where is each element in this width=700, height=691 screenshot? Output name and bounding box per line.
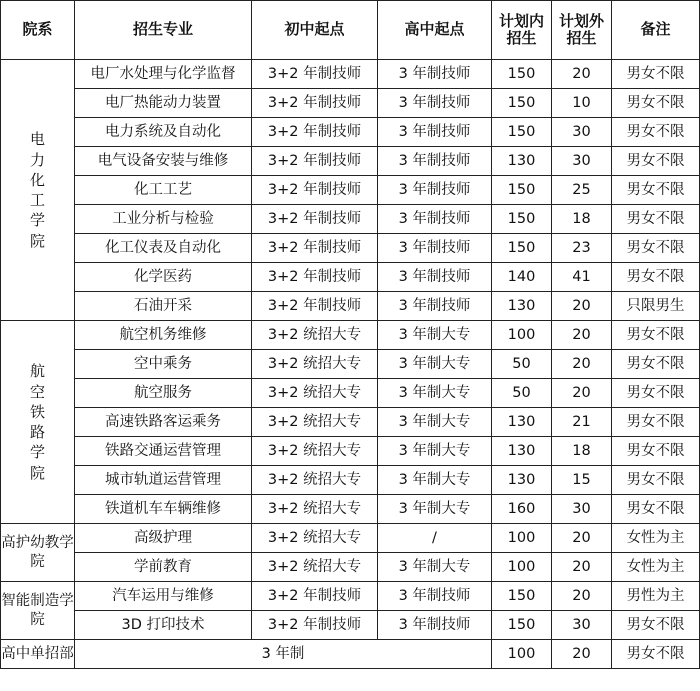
- table-row: [1, 118, 700, 147]
- plan-out-cell: 30: [552, 118, 612, 147]
- major-cell: 化学医药: [75, 263, 252, 292]
- table-row: [1, 321, 700, 350]
- header-senior: 高中起点: [378, 1, 492, 60]
- junior-start-cell: 3+2 统招大专: [252, 466, 378, 495]
- senior-start-cell: 3 年制大专: [378, 379, 492, 408]
- note-cell: 男女不限: [612, 321, 700, 350]
- junior-start-cell: 3+2 年制技师: [252, 582, 378, 611]
- senior-start-cell: 3 年制技师: [378, 611, 492, 640]
- major-cell: 高级护理: [75, 524, 252, 553]
- plan-in-cell: 130: [492, 147, 552, 176]
- major-cell: 电力系统及自动化: [75, 118, 252, 147]
- junior-start-cell: 3+2 统招大专: [252, 553, 378, 582]
- senior-start-cell: 3 年制技师: [378, 582, 492, 611]
- table-row: [1, 60, 700, 89]
- header-note: 备注: [612, 1, 700, 60]
- plan-in-cell: 150: [492, 582, 552, 611]
- plan-in-cell: 50: [492, 379, 552, 408]
- plan-in-cell: 100: [492, 321, 552, 350]
- note-cell: 男性为主: [612, 582, 700, 611]
- senior-start-cell: 3 年制大专: [378, 495, 492, 524]
- plan-out-cell: 20: [552, 524, 612, 553]
- major-cell: 城市轨道运营管理: [75, 466, 252, 495]
- plan-in-cell: 160: [492, 495, 552, 524]
- plan-out-cell: 30: [552, 611, 612, 640]
- junior-start-cell: 3+2 统招大专: [252, 408, 378, 437]
- senior-start-cell: 3 年制大专: [378, 437, 492, 466]
- table-row: [1, 408, 700, 437]
- junior-start-cell: 3+2 年制技师: [252, 89, 378, 118]
- note-cell: 女性为主: [612, 553, 700, 582]
- plan-in-cell: 130: [492, 466, 552, 495]
- major-cell: 电厂水处理与化学监督: [75, 60, 252, 89]
- plan-out-cell: 20: [552, 321, 612, 350]
- senior-start-cell: 3 年制大专: [378, 553, 492, 582]
- table-row: [1, 437, 700, 466]
- junior-start-cell: 3+2 统招大专: [252, 321, 378, 350]
- major-cell: 航空服务: [75, 379, 252, 408]
- plan-out-cell: 30: [552, 495, 612, 524]
- department-name: [1, 60, 75, 321]
- plan-out-cell: 20: [552, 640, 612, 669]
- department-name-text: 航空铁路学院: [29, 362, 45, 482]
- plan-in-cell: 140: [492, 263, 552, 292]
- plan-in-cell: 150: [492, 611, 552, 640]
- major-cell: 铁路交通运营管理: [75, 437, 252, 466]
- note-cell: 男女不限: [612, 234, 700, 263]
- plan-out-cell: 10: [552, 89, 612, 118]
- senior-start-cell: 3 年制技师: [378, 89, 492, 118]
- major-cell: 工业分析与检验: [75, 205, 252, 234]
- plan-in-cell: 150: [492, 118, 552, 147]
- major-cell: 航空机务维修: [75, 321, 252, 350]
- note-cell: 男女不限: [612, 495, 700, 524]
- note-cell: 男女不限: [612, 118, 700, 147]
- junior-start-cell: 3+2 年制技师: [252, 147, 378, 176]
- junior-start-cell: 3+2 年制技师: [252, 118, 378, 147]
- table-row: [1, 553, 700, 582]
- plan-out-cell: 21: [552, 408, 612, 437]
- senior-start-cell: 3 年制技师: [378, 234, 492, 263]
- plan-out-cell: 20: [552, 379, 612, 408]
- junior-start-cell: 3+2 年制技师: [252, 205, 378, 234]
- plan-out-cell: 20: [552, 582, 612, 611]
- junior-start-cell: 3+2 统招大专: [252, 379, 378, 408]
- major-cell: 学前教育: [75, 553, 252, 582]
- table-row: [1, 234, 700, 263]
- plan-out-cell: 18: [552, 437, 612, 466]
- major-cell: 空中乘务: [75, 350, 252, 379]
- plan-out-cell: 41: [552, 263, 612, 292]
- senior-start-cell: 3 年制技师: [378, 118, 492, 147]
- table-row: [1, 611, 700, 640]
- note-cell: 男女不限: [612, 60, 700, 89]
- major-cell: 铁道机车车辆维修: [75, 495, 252, 524]
- department-name: [1, 582, 75, 640]
- major-cell: 化工仪表及自动化: [75, 234, 252, 263]
- note-cell: 男女不限: [612, 466, 700, 495]
- plan-out-cell: 20: [552, 292, 612, 321]
- senior-start-cell: 3 年制技师: [378, 292, 492, 321]
- plan-in-cell: 130: [492, 408, 552, 437]
- plan-in-cell: 50: [492, 350, 552, 379]
- junior-start-cell: 3+2 统招大专: [252, 524, 378, 553]
- note-cell: 男女不限: [612, 147, 700, 176]
- senior-start-cell: 3 年制大专: [378, 466, 492, 495]
- table-row: [1, 292, 700, 321]
- junior-start-cell: 3+2 统招大专: [252, 437, 378, 466]
- plan-in-cell: 150: [492, 176, 552, 205]
- table-row: [1, 466, 700, 495]
- plan-in-cell: 100: [492, 640, 552, 669]
- senior-start-cell: /: [378, 524, 492, 553]
- header-plan-out: 计划外招生: [552, 1, 612, 60]
- table-row: [1, 176, 700, 205]
- table-body: [1, 60, 700, 669]
- plan-out-cell: 20: [552, 60, 612, 89]
- department-name-text: 智能制造学院: [1, 593, 74, 628]
- note-cell: 男女不限: [612, 611, 700, 640]
- senior-start-cell: 3 年制技师: [378, 60, 492, 89]
- plan-in-cell: 130: [492, 437, 552, 466]
- table-row: [1, 263, 700, 292]
- note-cell: 男女不限: [612, 263, 700, 292]
- table-row: [1, 147, 700, 176]
- program-cell: 3 年制: [75, 640, 492, 669]
- senior-start-cell: 3 年制大专: [378, 408, 492, 437]
- major-cell: 电厂热能动力装置: [75, 89, 252, 118]
- plan-in-cell: 150: [492, 234, 552, 263]
- table-row: [1, 205, 700, 234]
- plan-in-cell: 100: [492, 524, 552, 553]
- senior-start-cell: 3 年制大专: [378, 350, 492, 379]
- table-row: [1, 524, 700, 553]
- note-cell: 只限男生: [612, 292, 700, 321]
- major-cell: 汽车运用与维修: [75, 582, 252, 611]
- plan-out-cell: 18: [552, 205, 612, 234]
- major-cell: 高速铁路客运乘务: [75, 408, 252, 437]
- note-cell: 男女不限: [612, 350, 700, 379]
- plan-out-cell: 30: [552, 147, 612, 176]
- table-row: [1, 89, 700, 118]
- header-major: 招生专业: [75, 1, 252, 60]
- table-row: [1, 350, 700, 379]
- header-junior: 初中起点: [252, 1, 378, 60]
- note-cell: 男女不限: [612, 176, 700, 205]
- note-cell: 男女不限: [612, 379, 700, 408]
- note-cell: 男女不限: [612, 408, 700, 437]
- senior-start-cell: 3 年制技师: [378, 263, 492, 292]
- plan-out-cell: 20: [552, 350, 612, 379]
- major-cell: 3D 打印技术: [75, 611, 252, 640]
- department-name: [1, 321, 75, 524]
- note-cell: 男女不限: [612, 640, 700, 669]
- note-cell: 男女不限: [612, 437, 700, 466]
- major-cell: 化工工艺: [75, 176, 252, 205]
- header-dept: 院系: [1, 1, 75, 60]
- plan-in-cell: 100: [492, 553, 552, 582]
- department-name-text: 电力化工学院: [29, 130, 45, 250]
- junior-start-cell: 3+2 年制技师: [252, 176, 378, 205]
- senior-start-cell: 3 年制技师: [378, 176, 492, 205]
- major-cell: 石油开采: [75, 292, 252, 321]
- junior-start-cell: 3+2 年制技师: [252, 263, 378, 292]
- department-name: 高中单招部: [1, 640, 75, 669]
- junior-start-cell: 3+2 年制技师: [252, 292, 378, 321]
- senior-start-cell: 3 年制技师: [378, 147, 492, 176]
- junior-start-cell: 3+2 统招大专: [252, 350, 378, 379]
- junior-start-cell: 3+2 年制技师: [252, 60, 378, 89]
- table-row: [1, 582, 700, 611]
- plan-out-cell: 23: [552, 234, 612, 263]
- note-cell: 男女不限: [612, 205, 700, 234]
- note-cell: 女性为主: [612, 524, 700, 553]
- department-name-text: 高护幼教学院: [1, 535, 74, 570]
- table-row: [1, 379, 700, 408]
- plan-in-cell: 150: [492, 89, 552, 118]
- plan-in-cell: 150: [492, 60, 552, 89]
- table-row: [1, 495, 700, 524]
- table-row-senior-unit: [1, 640, 700, 669]
- plan-in-cell: 130: [492, 292, 552, 321]
- junior-start-cell: 3+2 年制技师: [252, 234, 378, 263]
- header-plan-in: 计划内招生: [492, 1, 552, 60]
- junior-start-cell: 3+2 年制技师: [252, 611, 378, 640]
- plan-out-cell: 15: [552, 466, 612, 495]
- plan-out-cell: 25: [552, 176, 612, 205]
- senior-start-cell: 3 年制大专: [378, 321, 492, 350]
- plan-in-cell: 150: [492, 205, 552, 234]
- department-name: [1, 524, 75, 582]
- header-row: [1, 1, 700, 60]
- note-cell: 男女不限: [612, 89, 700, 118]
- junior-start-cell: 3+2 统招大专: [252, 495, 378, 524]
- senior-start-cell: 3 年制技师: [378, 205, 492, 234]
- major-cell: 电气设备安装与维修: [75, 147, 252, 176]
- plan-out-cell: 20: [552, 553, 612, 582]
